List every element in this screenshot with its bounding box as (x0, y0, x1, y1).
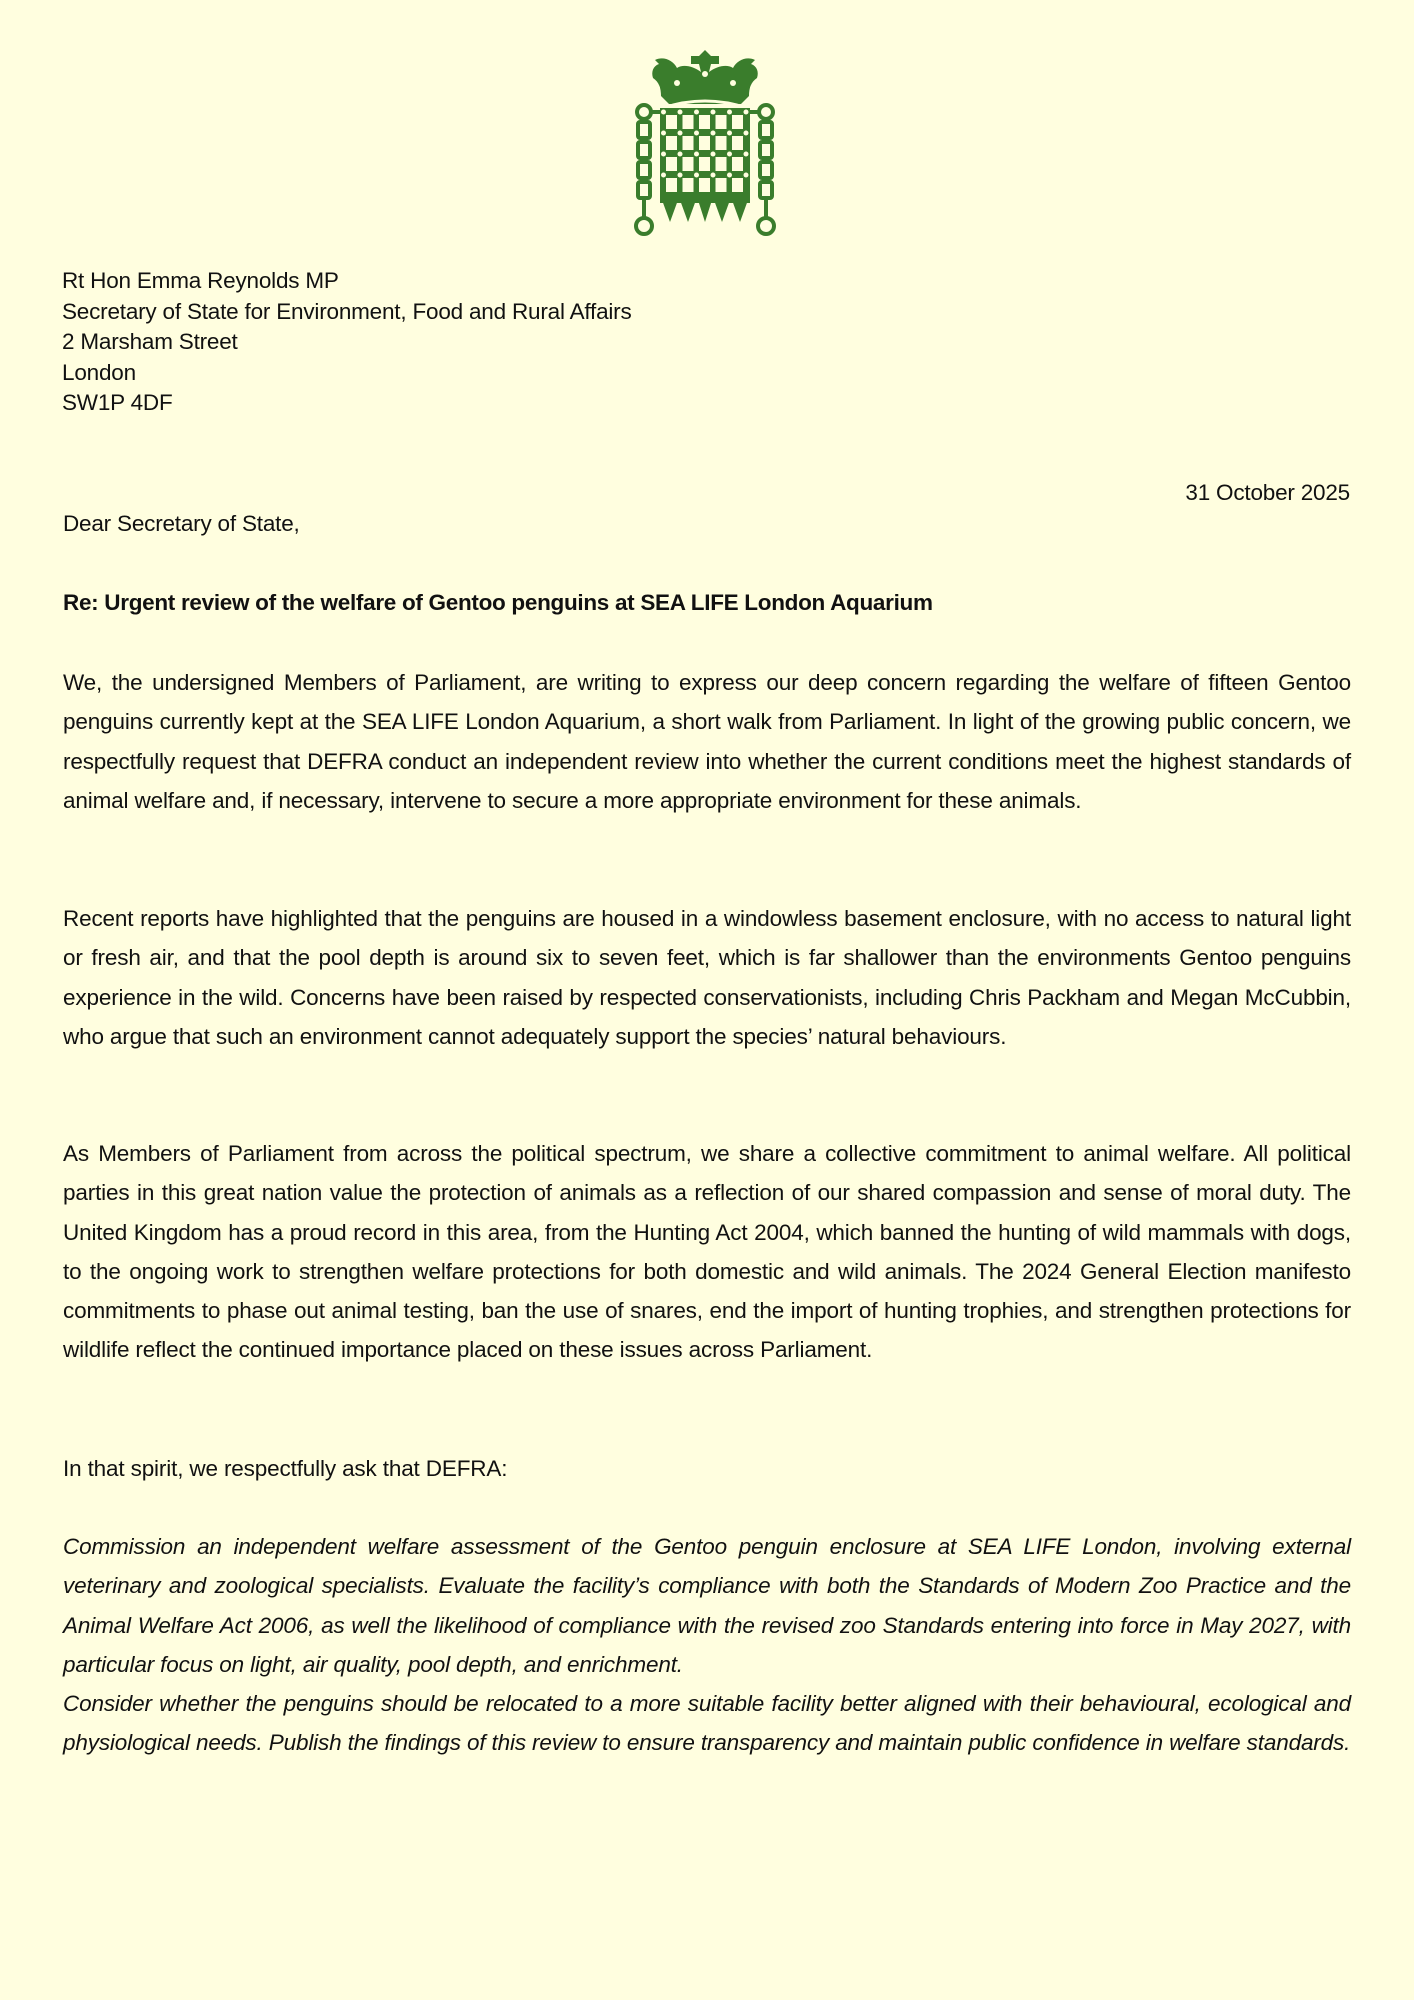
portcullis-rivet (744, 173, 749, 178)
portcullis-grid-hole (732, 178, 743, 192)
portcullis-rivet (711, 173, 716, 178)
portcullis-rivet (744, 110, 749, 115)
requests-list (63, 1527, 1351, 1763)
portcullis-grid-hole (732, 157, 743, 171)
salutation: Dear Secretary of State, (63, 511, 300, 536)
recipient-city: London (62, 359, 136, 385)
recipient-name: Rt Hon Emma Reynolds MP (62, 268, 339, 293)
subject-line: Re: Urgent review of the welfare of Gentoo penguins at SEA LIFE London Aquarium (63, 590, 933, 615)
portcullis-grid-hole (732, 115, 743, 129)
portcullis-grid-hole (666, 157, 677, 171)
portcullis-grid-hole (699, 157, 710, 171)
portcullis-rivet (678, 173, 683, 178)
portcullis-rivet (678, 110, 683, 115)
portcullis-rivet (694, 173, 699, 178)
recipient-street: 2 Marsham Street (62, 329, 238, 354)
request-item-relocation: Consider whether the penguins should be relocated to a more suitable facility better aligned with their behavioural, ecological and physiological needs. Publish the findings of this review to ensure transparency and maintain public confidence in welfare standards. (63, 1691, 1351, 1756)
portcullis-grid-hole (699, 178, 710, 192)
portcullis-rivet (694, 131, 699, 136)
portcullis-rivet (727, 131, 732, 136)
portcullis-rivet (711, 152, 716, 157)
body-paragraph-1: We, the undersigned Members of Parliament, are writing to express our deep concern regarding the welfare of fifteen Gentoo penguins currently kept at the SEA LIFE London Aquarium, a short walk from Parliament. In light of the growing public concern, we respectfully request that DEFRA conduct an independent review into whether the current conditions meet the highest standards of animal welfare and, if necessary, intervene to secure a more appropriate environment for these animals. (63, 670, 1351, 813)
portcullis-rivet (694, 110, 699, 115)
portcullis-grid-hole (732, 136, 743, 150)
portcullis-rivet (661, 152, 666, 157)
portcullis-grid-hole (716, 136, 727, 150)
recipient-postcode: SW1P 4DF (62, 390, 173, 415)
portcullis-rivet (727, 173, 732, 178)
portcullis-rivet (678, 152, 683, 157)
portcullis-grid-hole (683, 157, 694, 171)
portcullis-grid-hole (716, 115, 727, 129)
portcullis-grid-hole (683, 178, 694, 192)
portcullis-rivet (661, 173, 666, 178)
body-paragraph-2: Recent reports have highlighted that the penguins are housed in a windowless basement enclosure, with no access to natural light or fresh air, and that the pool depth is around six to seven feet, which is far shallower than the environments Gentoo penguins experience in the wild. Concerns have been raised by respected conservationists, including Chris Packham and Megan McCubbin, who argue that such an environment cannot adequately support the species’ natural behaviours. (63, 906, 1351, 1049)
portcullis-grid-hole (699, 136, 710, 150)
letter-date: 31 October 2025 (1185, 480, 1350, 505)
request-intro: In that spirit, we respectfully ask that DEFRA: (63, 1456, 508, 1481)
portcullis-grid-hole (666, 178, 677, 192)
portcullis-rivet (744, 152, 749, 157)
portcullis-rivet (744, 131, 749, 136)
portcullis-crest-icon (630, 50, 780, 238)
recipient-title: Secretary of State for Environment, Food and Rural Affairs (62, 298, 632, 324)
portcullis-rivet (711, 110, 716, 115)
portcullis-grid-hole (699, 115, 710, 129)
portcullis-grid-hole (716, 178, 727, 192)
portcullis-grid-hole (683, 136, 694, 150)
portcullis-grid-hole (666, 115, 677, 129)
portcullis-rivet (694, 152, 699, 157)
portcullis-rivet (711, 131, 716, 136)
portcullis-grid-hole (716, 157, 727, 171)
body-paragraph-3: As Members of Parliament from across the political spectrum, we share a collective commitment to animal welfare. All political parties in this great nation value the protection of animals as a reflection of our shared compassion and sense of moral duty. The United Kingdom has a proud record in this area, from the Hunting Act 2004, which banned the hunting of wild mammals with dogs, to the ongoing work to strengthen welfare protections for both domestic and wild animals. The 2024 General Election manifesto commitments to phase out animal testing, ban the use of snares, end the import of hunting trophies, and strengthen protections for wildlife reflect the continued importance placed on these issues across Parliament. (63, 1141, 1351, 1363)
portcullis-rivet (678, 131, 683, 136)
portcullis-rivet (727, 110, 732, 115)
portcullis-rivet (661, 110, 666, 115)
portcullis-rivet (661, 131, 666, 136)
recipient-address (62, 266, 632, 419)
portcullis-grid-hole (683, 115, 694, 129)
request-item-assessment: Commission an independent welfare assessment of the Gentoo penguin enclosure at SEA LIFE London, involving external veterinary and zoological specialists. Evaluate the facility’s compliance with both the Standards of Modern Zoo Practice and the Animal Welfare Act 2006, as well the likelihood of compliance with the revised zoo Standards entering into force in May 2027, with particular focus on light, air quality, pool depth, and enrichment. (63, 1534, 1351, 1677)
portcullis-grid-hole (666, 136, 677, 150)
portcullis-rivet (727, 152, 732, 157)
